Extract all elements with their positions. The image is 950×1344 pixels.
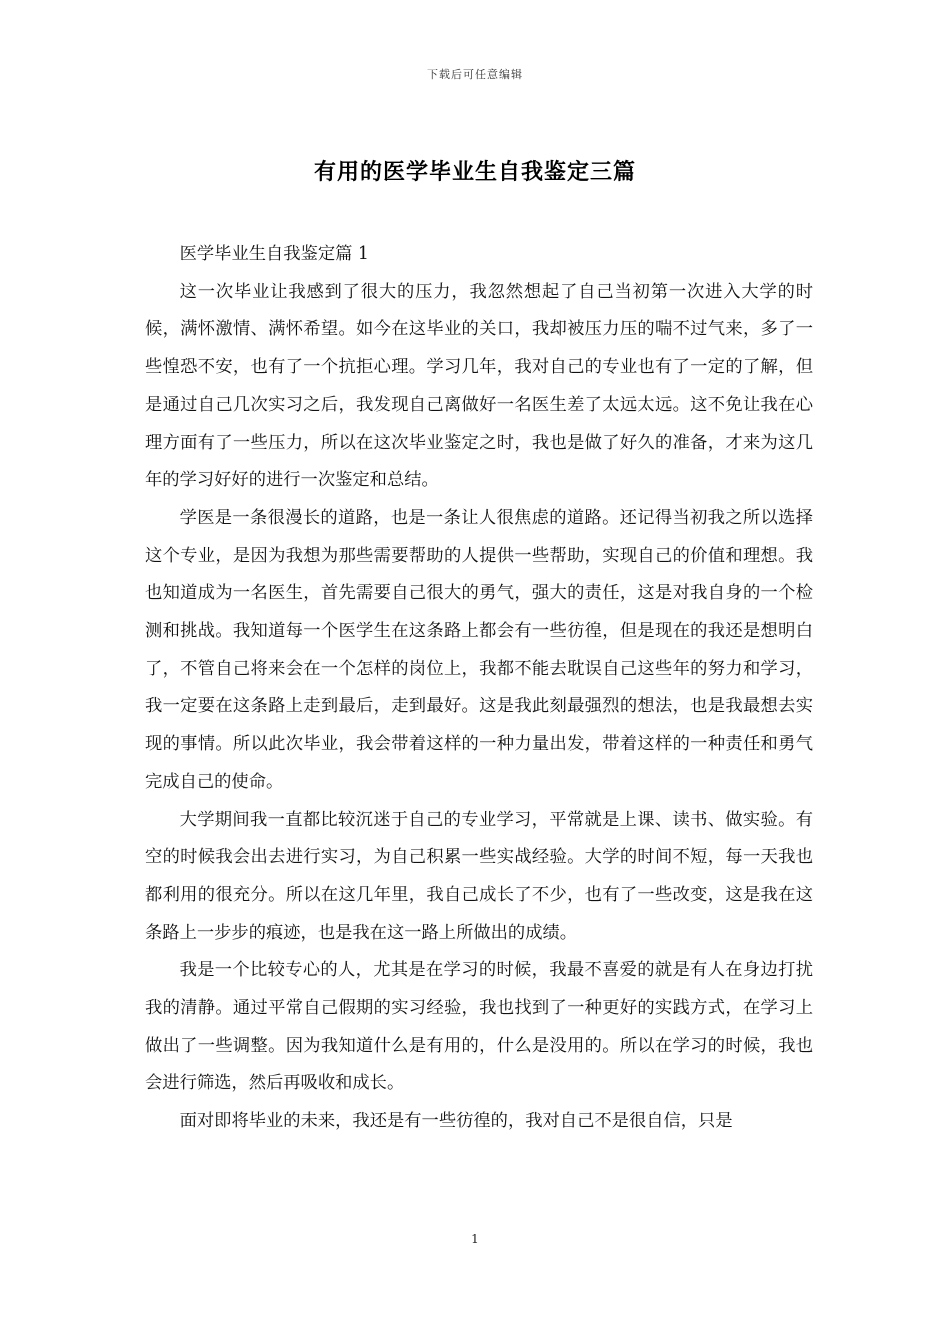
paragraph: 大学期间我一直都比较沉迷于自己的专业学习，平常就是上课、读书、做实验。有空的时候我会出去进行实习，为自己积累一些实战经验。大学的时间不短，每一天我也都利用的很充分。所以在这几年里，我自己成长了不少，也有了一些改变，这是我在这条路上一步步的痕迹，也是我在这一路上所做出的成绩。 bbox=[145, 809, 813, 943]
paragraph: 面对即将毕业的未来，我还是有一些彷徨的，我对自己不是很自信，只是 bbox=[179, 1111, 733, 1132]
section-heading: 医学毕业生自我鉴定篇 1 bbox=[179, 244, 369, 264]
paragraph: 我是一个比较专心的人，尤其是在学习的时候，我最不喜爱的就是有人在身边打扰我的清静。通过平常自己假期的实习经验，我也找到了一种更好的实践方式，在学习上做出了一些调整。因为我知道什么是有用的，什么是没用的。所以在学习的时候，我也会进行筛选，然后再吸收和成长。 bbox=[145, 960, 813, 1094]
document-title: 有用的医学毕业生自我鉴定三篇 bbox=[313, 159, 636, 185]
paragraph: 学医是一条很漫长的道路，也是一条让人很焦虑的道路。还记得当初我之所以选择这个专业，是因为我想为那些需要帮助的人提供一些帮助，实现自己的价值和理想。我也知道成为一名医生，首先需要自己很大的勇气，强大的责任，这是对我自身的一个检测和挑战。我知道每一个医学生在这条路上都会有一些彷徨，但是现在的我还是想明白了，不管自己将来会在一个怎样的岗位上，我都不能去耽误自己这些年的努力和学习，我一定要在这条路上走到最后，走到最好。这是我此刻最强烈的想法，也是我最想去实现的事情。所以此次毕业，我会带着这样的一种力量出发，带着这样的一种责任和勇气完成自己的使命。 bbox=[145, 507, 813, 792]
page-header: 下载后可任意编辑 bbox=[427, 68, 523, 81]
paragraph: 这一次毕业让我感到了很大的压力，我忽然想起了自己当初第一次进入大学的时候，满怀激情、满怀希望。如今在这毕业的关口，我却被压力压的喘不过气来，多了一些惶恐不安，也有了一个抗拒心理。学习几年，我对自己的专业也有了一定的了解，但是通过自己几次实习之后，我发现自己离做好一名医生差了太远太远。这不免让我在心理方面有了一些压力，所以在这次毕业鉴定之时，我也是做了好久的准备，才来为这几年的学习好好的进行一次鉴定和总结。 bbox=[145, 281, 813, 491]
document-body bbox=[145, 236, 813, 1141]
page-number: 1 bbox=[471, 1232, 479, 1246]
